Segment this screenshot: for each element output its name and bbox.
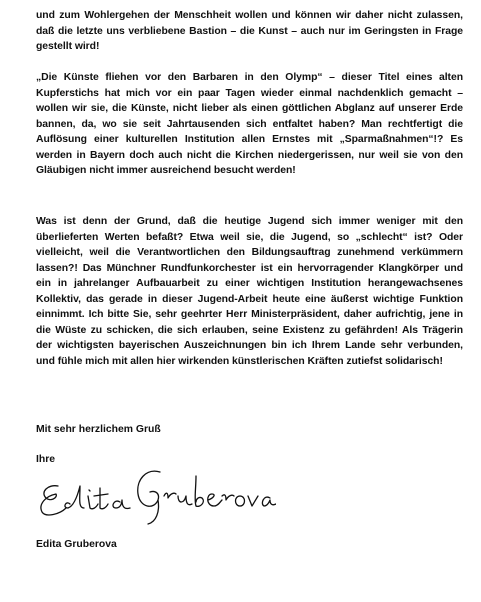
- closing-line: Mit sehr herzlichem Gruß: [36, 424, 161, 435]
- letter-paragraph-3: Was ist denn der Grund, daß die heutige Jugend sich immer weniger mit den überlieferten Werten befaßt? Etwa weil sie, die Jugend, so „schlecht“ ist? Oder vielleicht, weil die Verantwortlichen den Bildungsauftrag zunehmend verkümmern lassen?! Das Münchner Rundfunkorchester ist ein hervorragender Klangkörper und ein in jahrelanger Aufbauarbeit zu einer wichtigen Institution herangewachsenes Kollektiv, das gerade in dieser Jugend-Arbeit heute eine äußerst wichtige Funktion einnimmt. Ich bitte Sie, sehr geehrter Herr Ministerpräsident, daher aufrichtig, jene in die Wüste zu schicken, die sich erlauben, seine Existenz zu gefährden! Als Trägerin der wichtigsten bayerischen Auszeichnungen bin ich Ihrem Lande sehr verbunden, und fühle mich mit allen hier wirkenden künstlerischen Kräften zutiefst solidarisch!: [36, 216, 463, 367]
- salutation-line: Ihre: [36, 454, 56, 465]
- signer-name: Edita Gruberova: [36, 539, 117, 550]
- handwritten-signature: [36, 458, 276, 528]
- letter-paragraph-2: „Die Künste fliehen vor den Barbaren in den Olymp“ – dieser Titel eines alten Kupferstichs hat mich vor ein paar Tagen wieder einmal nachdenklich gemacht – wollen wir sie, die Künste, nicht lieber als einen göttlichen Abglanz auf unserer Erde bannen, da, wo sie seit Jahrtausenden sich entfaltet haben? Man rechtfertigt die Auflösung einer kulturellen Institution allen Ernstes mit „Sparmaßnahmen“!? Es werden in Bayern doch auch nicht die Kirchen niedergerissen, nur weil sie von den Gläubigen nicht immer ausreichend besucht werden!: [36, 72, 463, 176]
- letter-paragraph-1: und zum Wohlergehen der Menschheit wollen und können wir daher nicht zulassen, daß die letzte uns verbliebene Bastion – die Kunst – auch nur im Geringsten in Frage gestellt wird!: [36, 10, 463, 52]
